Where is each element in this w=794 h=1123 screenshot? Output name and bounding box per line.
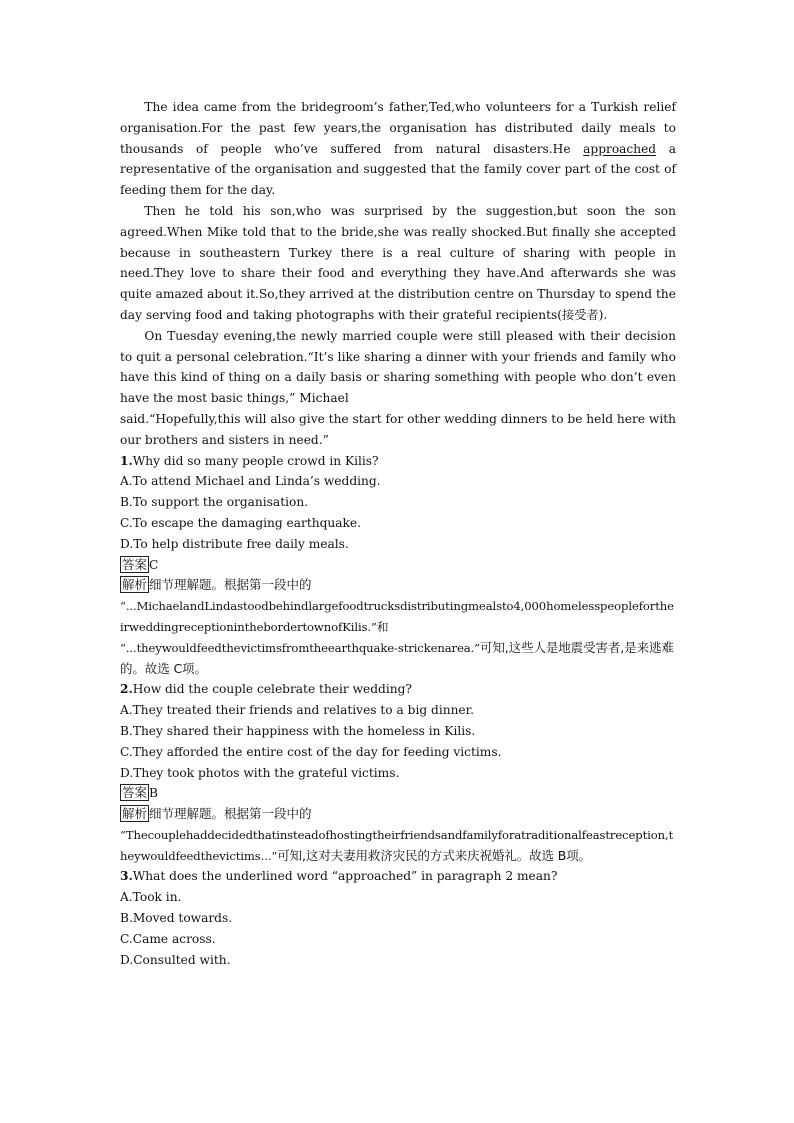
explanation-label: 解析 <box>122 577 148 593</box>
explanation-label: 解析 <box>122 806 148 822</box>
question-number: 1. <box>120 453 133 468</box>
explanation-intro: 细节理解题。根据第一段中的 <box>149 577 312 593</box>
option-b: B.Moved towards. <box>120 911 233 926</box>
quote-1-text: “Thecouplehaddecidedthatinsteadofhostingtheirfriendsandfamilyforatraditionalfeastreception,theywouldfeedthevictims...” <box>120 827 674 863</box>
underlined-word: approached <box>583 141 657 156</box>
question-3 <box>120 866 676 970</box>
quote-2-text: “...theywouldfeedthevictimsfromtheearthquake-strickenarea.” <box>120 640 480 655</box>
option-a: A.Took in. <box>120 890 182 905</box>
paragraph-2: Then he told his son,who was surprised by the suggestion,but soon the son agreed.When Mike told that to the bride,she was really shocked.But finally she accepted because in southeastern Turkey there is a real culture of sharing with people in need.They love to share their food and everything they have.And afterwards she was quite amazed about it.So,they arrived at the distribution centre on Thursday to spend the day serving food and taking photographs with their grateful recipients(接受者). <box>120 203 676 322</box>
paragraph-1-text-a: The idea came from the bridegroom’s father,Ted,who volunteers for a Turkish relief organisation.For the past few years,the organisation has distributed daily meals to thousands of people who’ve suffered from natural disasters.He <box>120 100 676 156</box>
question-text: Why did so many people crowd in Kilis? <box>132 453 379 468</box>
paragraph-1 <box>120 97 676 201</box>
explanation-intro: 细节理解题。根据第一段中的 <box>149 806 312 822</box>
option-a: A.They treated their friends and relatives to a big dinner. <box>120 703 475 718</box>
option-a: A.To attend Michael and Linda’s wedding. <box>120 474 381 489</box>
question-text: What does the underlined word “approached” in paragraph 2 mean? <box>132 869 558 884</box>
question-text: How did the couple celebrate their wedding? <box>132 682 412 697</box>
explanation-quote-1 <box>120 825 676 867</box>
question-number: 2. <box>120 682 133 697</box>
question-1-stem <box>120 451 676 472</box>
option-c: C.Came across. <box>120 931 216 946</box>
explanation-tail: 可知,这对夫妻用救济灾民的方式来庆祝婚礼。故选 B项。 <box>277 847 592 863</box>
paragraph-1-text-b: a representative of the organisation and suggested that the family cover part of the cost of feeding them for the day. <box>120 141 676 198</box>
question-2 <box>120 679 676 866</box>
option-b: B.To support the organisation. <box>120 495 309 510</box>
question-1 <box>120 451 676 680</box>
answer-value: B <box>149 786 158 801</box>
answer-line <box>120 783 676 804</box>
option-c: C.To escape the damaging earthquake. <box>120 515 361 530</box>
answer-value: C <box>149 557 159 572</box>
question-3-stem <box>120 866 676 887</box>
question-2-stem <box>120 679 676 700</box>
option-b: B.They shared their happiness with the homeless in Kilis. <box>120 723 476 738</box>
paragraph-3: On Tuesday evening,the newly married couple were still pleased with their decision to quit a personal celebration.“It’s like sharing a dinner with your friends and family who have this kind of thing on a daily basis or sharing something with people who don’t even have the most basic things,” Michael <box>120 328 676 406</box>
explanation-line <box>120 575 676 596</box>
explanation-tail: 可知,这些人是地震受害者,是来逃难的。故选 C项。 <box>120 639 674 676</box>
question-number: 3. <box>120 869 133 884</box>
answer-label: 答案 <box>122 556 148 572</box>
explanation-quote-2 <box>120 638 676 680</box>
answer-line <box>120 555 676 576</box>
option-d: D.Consulted with. <box>120 952 231 967</box>
option-c: C.They afforded the entire cost of the day for feeding victims. <box>120 744 502 759</box>
option-d: D.They took photos with the grateful victims. <box>120 765 400 780</box>
explanation-line <box>120 804 676 825</box>
paragraph-3-continued: said.“Hopefully,this will also give the start for other wedding dinners to be held here with our brothers and sisters in need.” <box>120 411 676 447</box>
answer-label: 答案 <box>122 785 148 801</box>
option-d: D.To help distribute free daily meals. <box>120 536 349 551</box>
explanation-quote-1: “...MichaelandLindastoodbehindlargefoodtrucksdistributingmealsto4,000homelesspeoplefortheirweddingreceptioninthebordertownofKilis.”和 <box>120 599 674 634</box>
